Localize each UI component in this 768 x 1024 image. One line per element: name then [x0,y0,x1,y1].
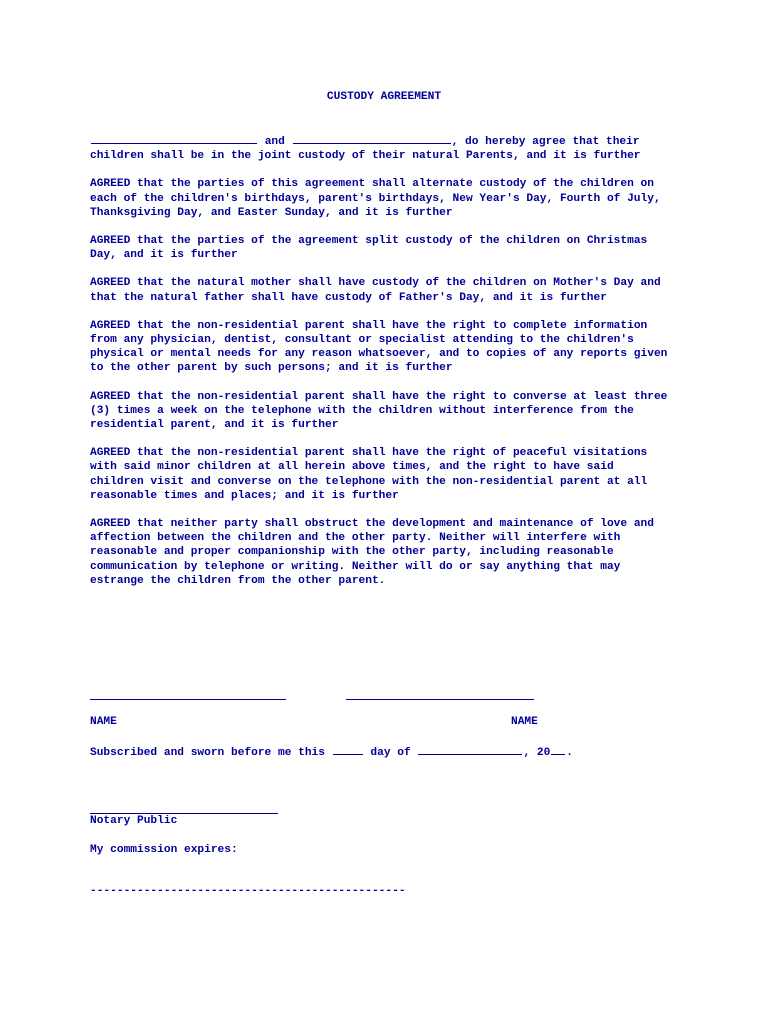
agreed-lead: AGREED [90,277,131,290]
separator-line: ----------------------------------------------- [90,885,406,897]
left-name-label: NAME [90,716,117,728]
agreed-paragraph-6 [90,446,670,503]
agreed-paragraph-1 [90,177,670,220]
document-title: CUSTODY AGREEMENT [326,91,442,103]
sworn-statement [90,743,573,760]
agreement-body [90,132,670,602]
sworn-day-of: day of [370,747,411,759]
sworn-month-blank[interactable] [418,743,522,755]
agreed-text: that neither party shall obstruct the development and maintenance of love and affection between the children and the other party. Neither will interfere with reasonable and proper companionship with the other party, including reasonable communication by telephone or writing. Neither will do or say anything that may estrange the children from the other parent. [90,518,654,587]
sworn-suffix: . [566,747,574,759]
agreed-text: that the natural mother shall have custody of the children on Mother's Day and that the natural father shall have custody of Father's Day, and it is further [90,277,661,304]
sworn-year-prefix: , 20 [523,747,551,759]
agreed-lead: AGREED [90,235,131,248]
agreed-paragraph-3 [90,276,670,304]
agreed-lead: AGREED [90,518,131,531]
left-signature-line[interactable] [90,699,286,700]
intro-paragraph [90,132,670,163]
agreed-text: that the parties of this agreement shall alternate custody of the children on each of the children's birthdays, parent's birthdays, New Year's Day, Fourth of July, Thanksgiving Day, and Easter Sunday, and it is further [90,178,661,219]
agreed-lead: AGREED [90,447,131,460]
agreed-text: that the non-residential parent shall have the right of peaceful visitations with said minor children at all herein above times, and the right to have said children visit and converse on the telephone with the non-residential parent at all reasonable times and places; and it is further [90,447,648,502]
agreed-text: that the non-residential parent shall have the right to complete information from any physician, dentist, consultant or specialist attending to the children's physical or mental needs for any reason whatsoever, and to copies of any reports given to the other parent by such persons; and it is further [90,319,668,375]
agreed-paragraph-5 [90,390,670,433]
agreed-lead: AGREED [90,178,131,191]
agreed-paragraph-7 [90,517,670,588]
intro-text: , do hereby agree that their children shall be in the joint custody of their natural Parents, and it is further [90,136,641,163]
agreed-text: that the parties of the agreement split custody of the children on Christmas Day, and it is further [90,235,648,262]
agreed-paragraph-4 [90,319,670,376]
agreed-text: that the non-residential parent shall have the right to converse at least three (3) times a week on the telephone with the children without interference from the residential parent, and it is further [90,390,668,432]
right-signature-line[interactable] [346,699,534,700]
right-name-label: NAME [511,716,538,728]
agreed-lead: AGREED [90,390,131,403]
sworn-year-blank[interactable] [551,743,565,755]
notary-label: Notary Public [90,815,178,827]
agreed-paragraph-2 [90,234,670,262]
party-two-blank[interactable] [293,132,451,144]
commission-label: My commission expires: [90,844,238,856]
party-one-blank[interactable] [91,132,257,144]
intro-connector: and [264,136,285,148]
agreed-lead: AGREED [90,319,131,332]
sworn-day-blank[interactable] [333,743,363,755]
sworn-prefix: Subscribed and sworn before me this [90,747,325,759]
